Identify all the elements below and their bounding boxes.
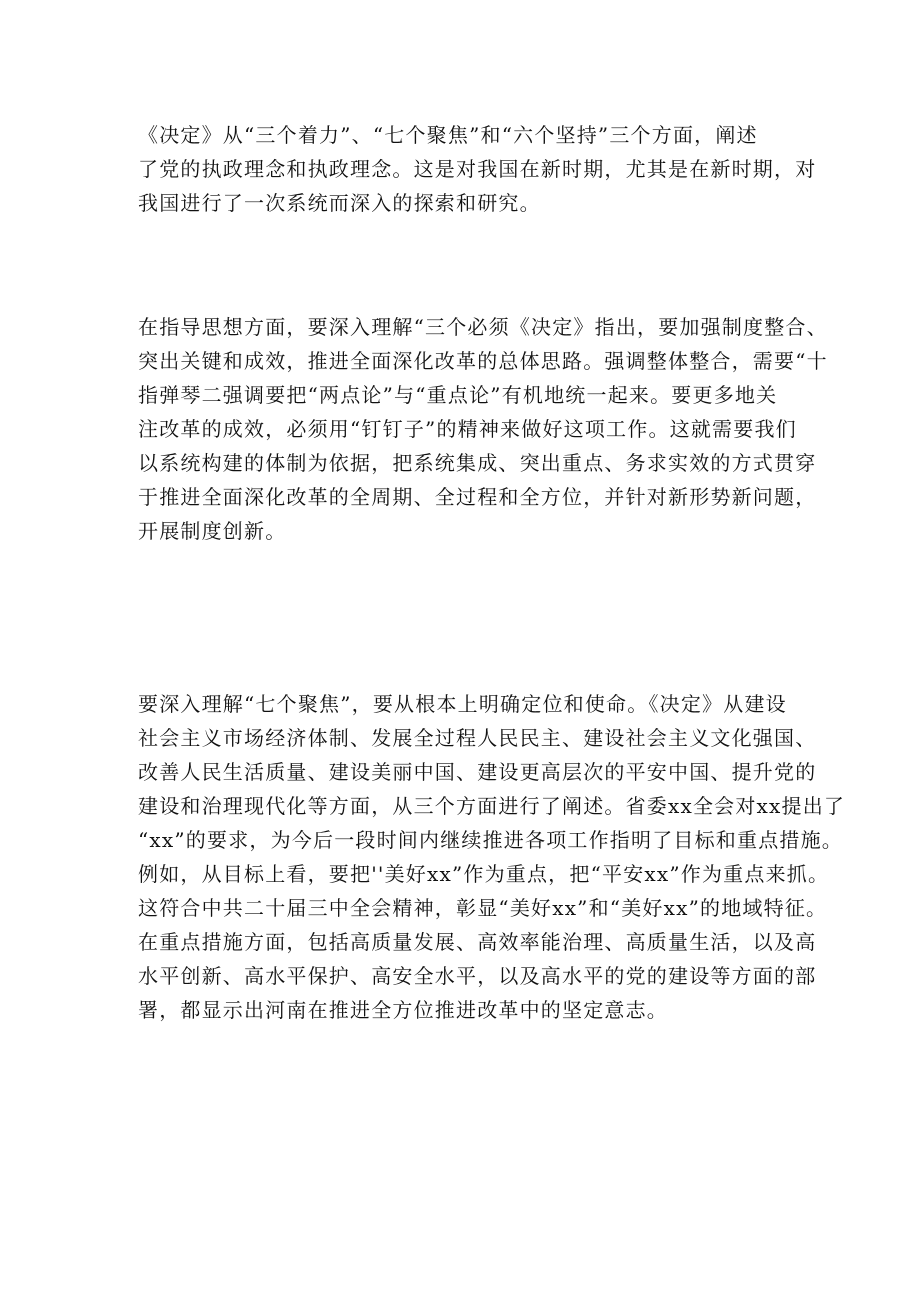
text-line: 了党的执政理念和执政理念。这是对我国在新时期，尤其是在新时期，对 bbox=[138, 157, 817, 181]
paragraph-2 bbox=[138, 310, 828, 548]
text-line: 署，都显示出河南在推进全方位推进改革中的坚定意志。 bbox=[138, 998, 668, 1022]
paragraph-1 bbox=[138, 118, 817, 220]
paragraph-3 bbox=[138, 687, 846, 1027]
text-line: 我国进行了一次系统而深入的探索和研究。 bbox=[138, 191, 541, 215]
text-line: 这符合中共二十届三中全会精神，彰显“美好xx”和“美好xx”的地域特征。 bbox=[138, 896, 828, 920]
text-line: 注改革的成效，必须用“钉钉子”的精神来做好这项工作。这就需要我们 bbox=[138, 417, 797, 441]
text-line: 要深入理解“七个聚焦”，要从根本上明确定位和使命。《决定》从建设 bbox=[138, 692, 787, 716]
text-line: 在重点措施方面，包括高质量发展、高效率能治理、高质量生活，以及高 bbox=[138, 930, 817, 954]
text-line: 开展制度创新。 bbox=[138, 519, 287, 543]
text-line: 指弹琴二强调要把“两点论”与“重点论”有机地统一起来。要更多地关 bbox=[138, 383, 778, 407]
text-line: 《决定》从“三个着力”、“七个聚焦”和“六个坚持”三个方面，阐述 bbox=[138, 123, 758, 147]
text-line: 以系统构建的体制为依据，把系统集成、突出重点、务求实效的方式贯穿 bbox=[138, 451, 817, 475]
text-line: 例如，从目标上看，要把''美好xx”作为重点，把“平安xx”作为重点来抓。 bbox=[138, 862, 830, 886]
text-line: 突出关键和成效，推进全面深化改革的总体思路。强调整体整合，需要“十 bbox=[138, 349, 828, 373]
text-line: 社会主义市场经济体制、发展全过程人民民主、建设社会主义文化强国、 bbox=[138, 726, 817, 750]
text-line: “xx”的要求，为今后一段时间内继续推进各项工作指明了目标和重点措施。 bbox=[138, 828, 844, 852]
text-line: 在指导思想方面，要深入理解“三个必须《决定》指出，要加强制度整合、 bbox=[138, 315, 828, 339]
text-line: 建设和治理现代化等方面，从三个方面进行了阐述。省委xx全会对xx提出了 bbox=[138, 794, 846, 818]
text-line: 于推进全面深化改革的全周期、全过程和全方位，并针对新形势新问题， bbox=[138, 485, 817, 509]
text-line: 改善人民生活质量、建设美丽中国、建设更高层次的平安中国、提升党的 bbox=[138, 760, 817, 784]
text-line: 水平创新、高水平保护、高安全水平，以及高水平的党的建设等方面的部 bbox=[138, 964, 817, 988]
